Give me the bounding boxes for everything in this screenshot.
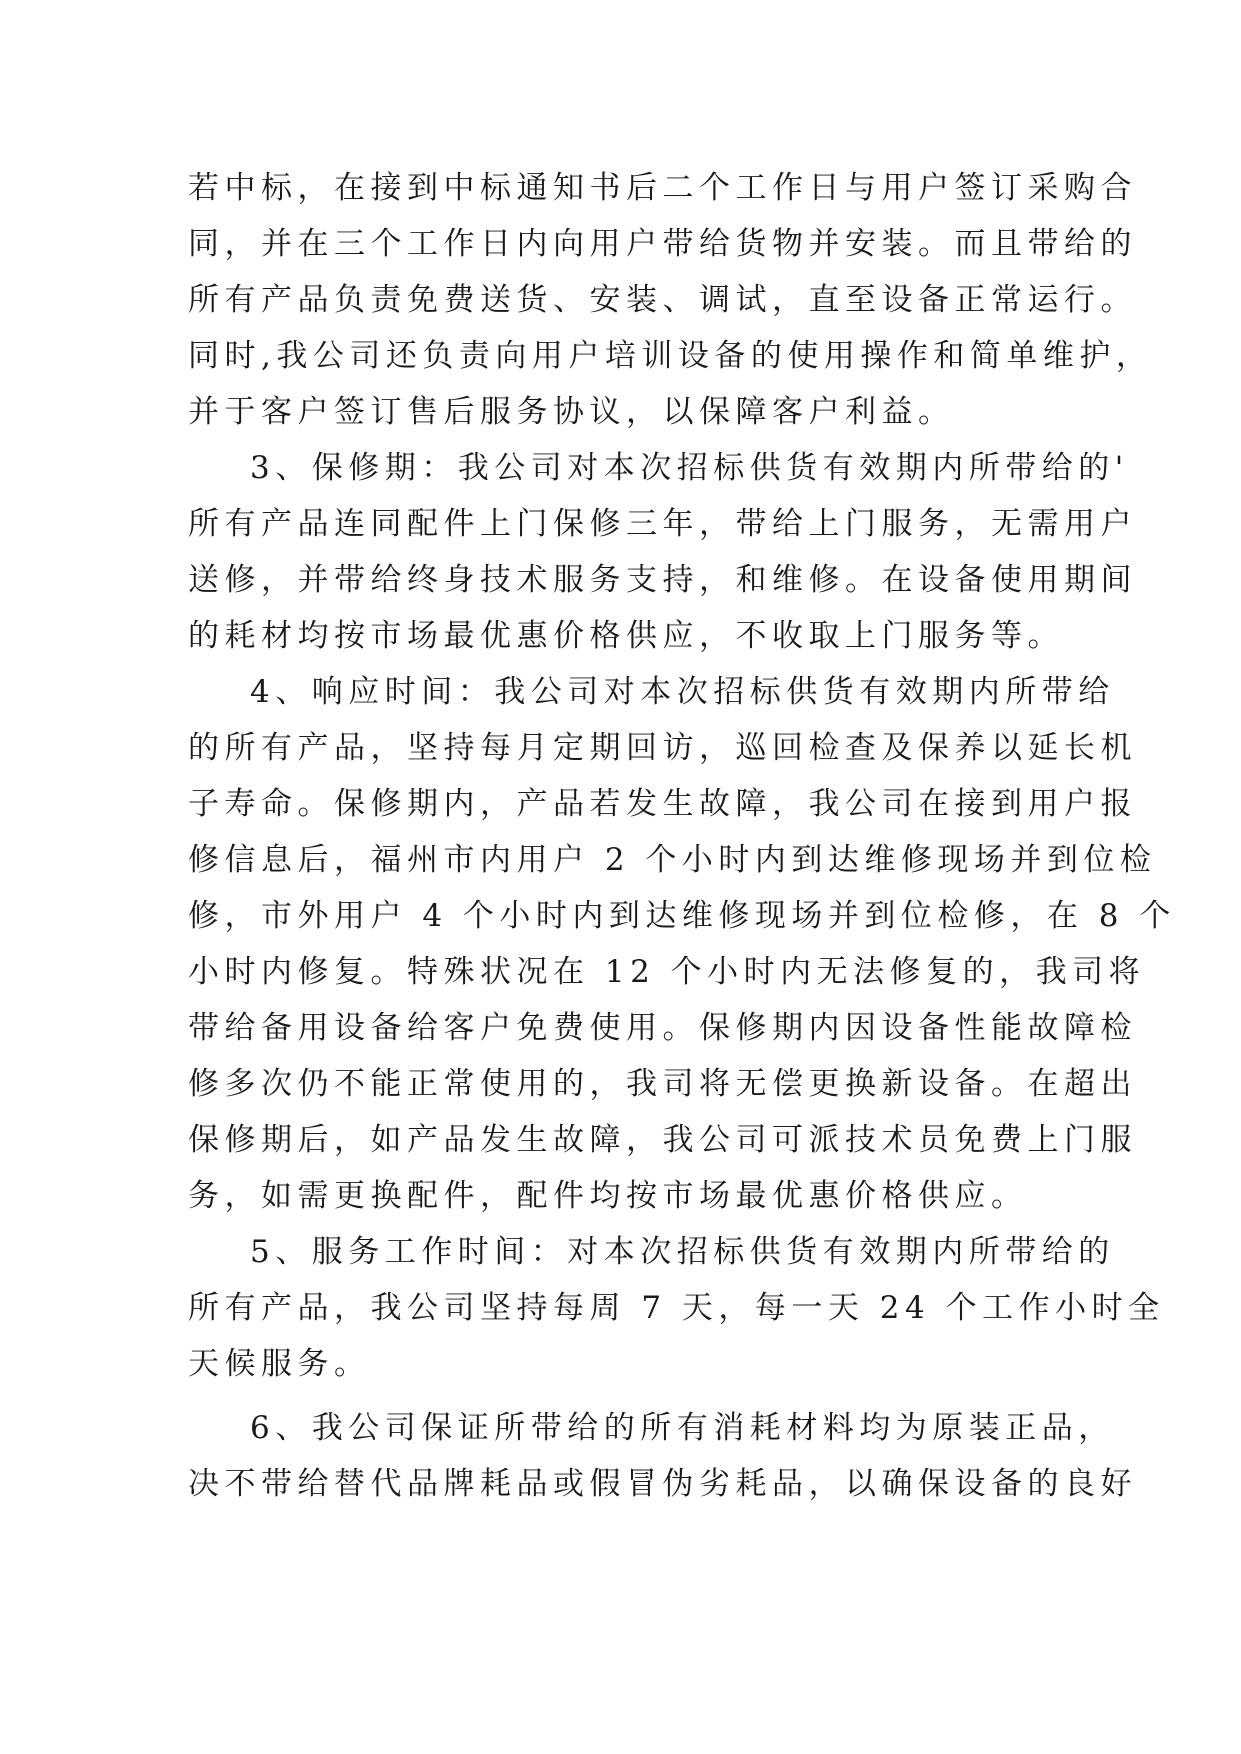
text-line: 决不带给替代品牌耗品或假冒伪劣耗品，以确保设备的良好 [188,1466,1137,1502]
text-line: 送修，并带给终身技术服务支持，和维修。在设备使用期间 [188,562,1137,598]
text-line: 若中标，在接到中标通知书后二个工作日与用户签订采购合 [188,170,1137,206]
text-line: 修信息后，福州市内用户 2 个小时内到达维修现场并到位检 [188,842,1157,878]
paragraph-6-first-line: 6、我公司保证所带给的所有消耗材料均为原装正品， [250,1410,1115,1446]
text-line: 天候服务。 [188,1346,371,1382]
text-line: 同，并在三个工作日内向用户带给货物并安装。而且带给的 [188,226,1137,262]
paragraph-3-first-line: 3、保修期：我公司对本次招标供货有效期内所带给的' [250,450,1129,486]
text-line: 的耗材均按市场最优惠价格供应，不收取上门服务等。 [188,618,1064,654]
text-line: 的所有产品，坚持每月定期回访，巡回检查及保养以延长机 [188,730,1137,766]
text-line: 务，如需更换配件，配件均按市场最优惠价格供应。 [188,1178,1028,1214]
text-line: 修，市外用户 4 个小时内到达维修现场并到位检修，在 8 个 [188,898,1176,934]
text-line: 所有产品负责免费送货、安装、调试，直至设备正常运行。 [188,282,1137,318]
paragraph-5-first-line: 5、服务工作时间：对本次招标供货有效期内所带给的 [250,1234,1115,1270]
text-line: 修多次仍不能正常使用的，我司将无偿更换新设备。在超出 [188,1066,1137,1102]
paragraph-4-first-line: 4、响应时间：我公司对本次招标供货有效期内所带给 [250,674,1115,710]
text-line: 保修期后，如产品发生故障，我公司可派技术员免费上门服 [188,1122,1137,1158]
text-line: 小时内修复。特殊状况在 12 个小时内无法修复的，我司将 [188,954,1146,990]
text-line: 带给备用设备给客户免费使用。保修期内因设备性能故障检 [188,1010,1137,1046]
text-line: 所有产品连同配件上门保修三年，带给上门服务，无需用户 [188,506,1137,542]
text-line: 同时,我公司还负责向用户培训设备的使用操作和简单维护， [188,338,1153,374]
document-body [188,160,1176,1512]
paragraph-gap [188,1392,1068,1400]
text-line: 并于客户签订售后服务协议，以保障客户利益。 [188,394,955,430]
text-line: 子寿命。保修期内，产品若发生故障，我公司在接到用户报 [188,786,1137,822]
text-line: 所有产品，我公司坚持每周 7 天，每一天 24 个工作小时全 [188,1290,1165,1326]
